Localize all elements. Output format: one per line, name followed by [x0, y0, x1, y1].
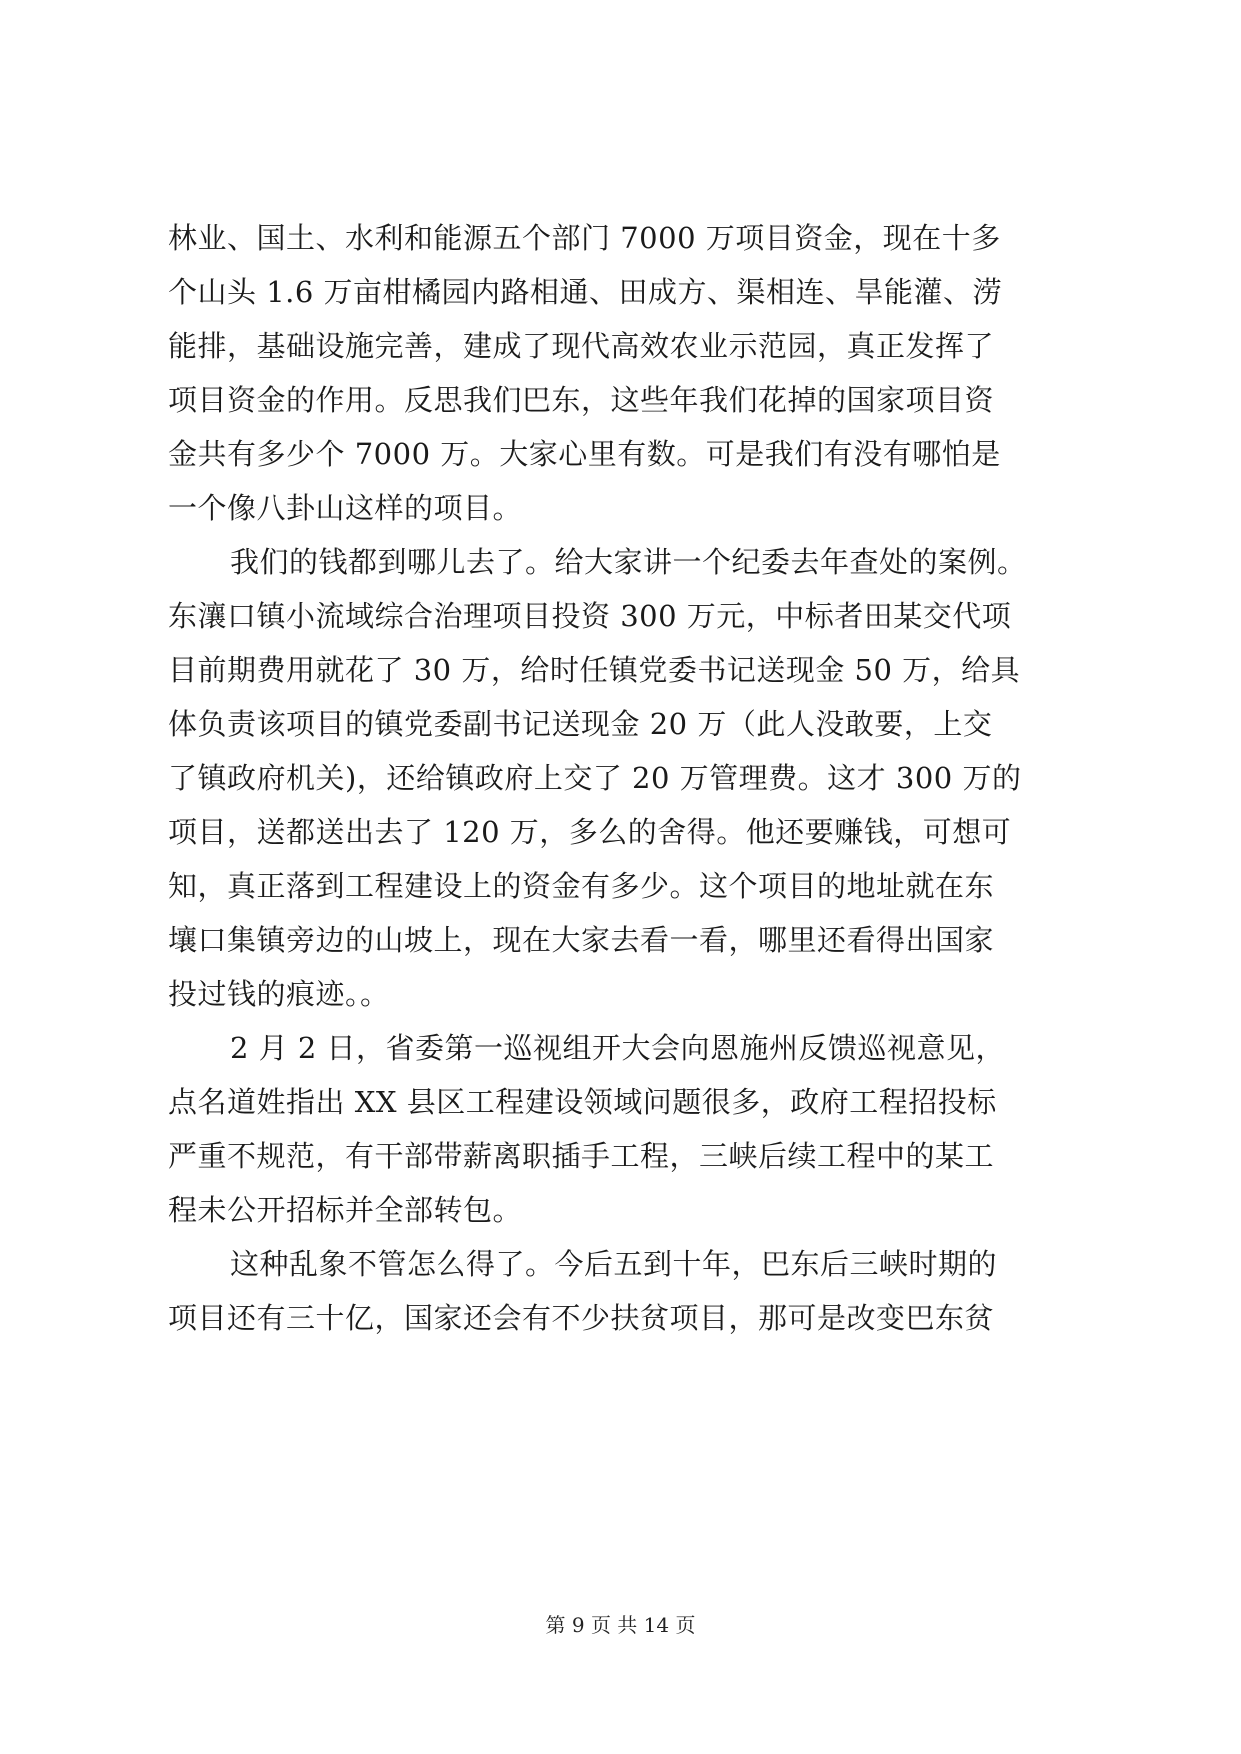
text-line: 金共有多少个 7000 万。大家心里有数。可是我们有没有哪怕是 — [168, 437, 1001, 471]
text-line: 个山头 1.6 万亩柑橘园内路相通、田成方、渠相连、旱能灌、涝 — [168, 275, 1003, 309]
page-number-footer: 第 9 页 共 14 页 — [545, 1613, 696, 1637]
text-line: 林业、国土、水利和能源五个部门 7000 万项目资金，现在十多 — [168, 221, 1001, 255]
text-line: 项目资金的作用。反思我们巴东，这些年我们花掉的国家项目资 — [168, 383, 995, 417]
paragraph-first-line: 2 月 2 日，省委第一巡视组开大会向恩施州反馈巡视意见， — [230, 1031, 1006, 1065]
text-line: 能排，基础设施完善，建成了现代高效农业示范园，真正发挥了 — [168, 329, 995, 363]
text-line: 点名道姓指出 XX 县区工程建设领域问题很多，政府工程招投标 — [168, 1085, 997, 1119]
text-line: 体负责该项目的镇党委副书记送现金 20 万（此人没敢要，上交 — [168, 707, 993, 741]
text-line: 一个像八卦山这样的项目。 — [168, 491, 523, 525]
text-line: 了镇政府机关)，还给镇政府上交了 20 万管理费。这才 300 万的 — [168, 761, 1022, 795]
text-line: 投过钱的痕迹。。 — [168, 977, 390, 1011]
text-line: 严重不规范，有干部带薪离职插手工程，三峡后续工程中的某工 — [168, 1139, 995, 1173]
paragraph-first-line: 我们的钱都到哪儿去了。给大家讲一个纪委去年查处的案例。 — [230, 545, 1027, 579]
text-line: 知，真正落到工程建设上的资金有多少。这个项目的地址就在东 — [168, 869, 995, 903]
text-line: 壤口集镇旁边的山坡上，现在大家去看一看，哪里还看得出国家 — [168, 923, 995, 957]
text-line: 程未公开招标并全部转包。 — [168, 1193, 523, 1227]
paragraph-first-line: 这种乱象不管怎么得了。今后五到十年，巴东后三峡时期的 — [230, 1247, 998, 1281]
text-line: 东瀼口镇小流域综合治理项目投资 300 万元，中标者田某交代项 — [168, 599, 1012, 633]
text-line: 项目，送都送出去了 120 万，多么的舍得。他还要赚钱，可想可 — [168, 815, 1012, 849]
text-line: 项目还有三十亿，国家还会有不少扶贫项目，那可是改变巴东贫 — [168, 1301, 995, 1335]
text-line: 目前期费用就花了 30 万，给时任镇党委书记送现金 50 万，给具 — [168, 653, 1021, 687]
